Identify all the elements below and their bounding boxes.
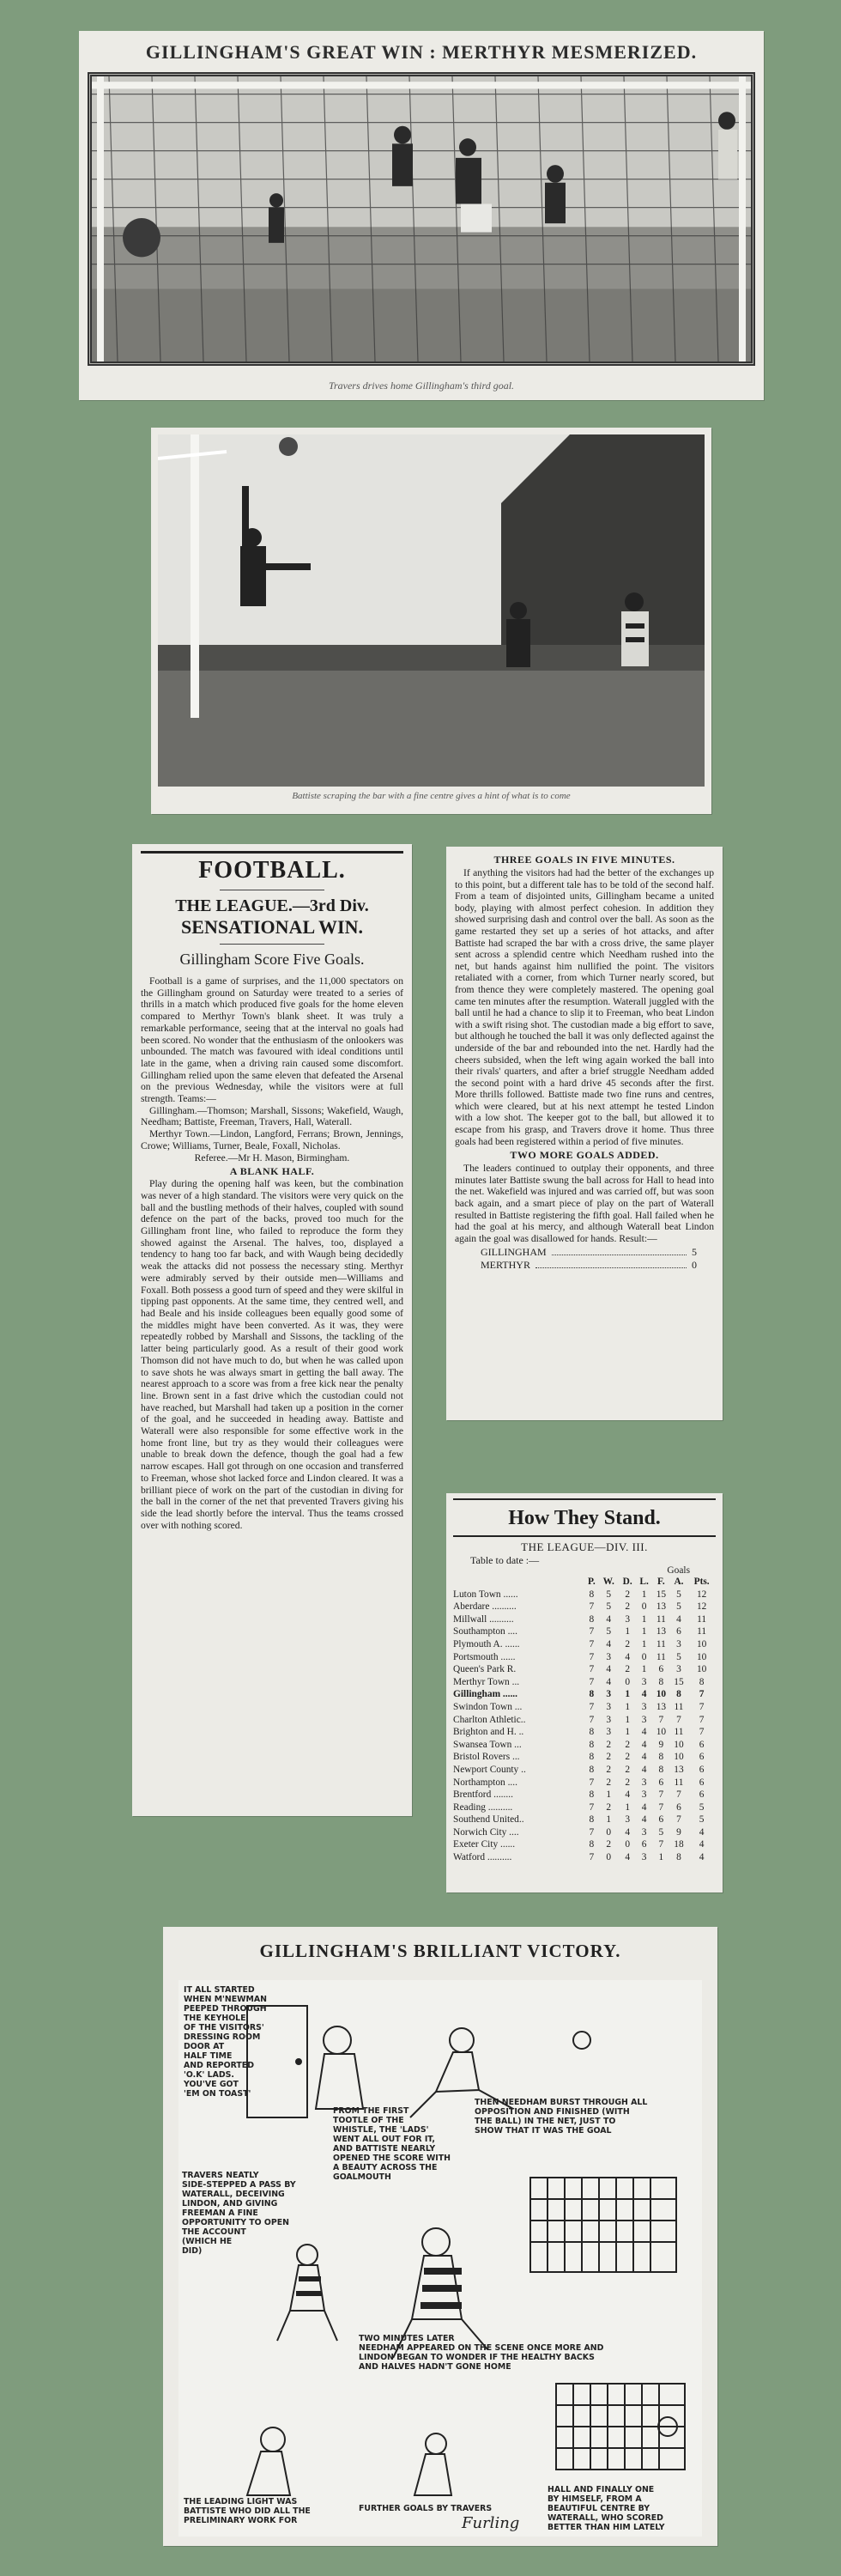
team-name: Bristol Rovers ...: [453, 1752, 520, 1763]
table-cell: 11: [656, 1638, 666, 1649]
table-cell: 5: [699, 1814, 705, 1826]
table-cell: 3: [676, 1664, 681, 1675]
table-cell: 13: [656, 1626, 667, 1637]
table-cell: 3: [641, 1789, 647, 1801]
clipping-cartoon: [163, 1927, 717, 2546]
table-cell: 8: [589, 1789, 595, 1801]
table-cell: 11: [674, 1701, 684, 1712]
table-cell: 11: [656, 1651, 666, 1662]
table-cell: 6: [699, 1777, 705, 1788]
table-cell: 8: [658, 1676, 664, 1687]
clipping-how-they-stand: [446, 1493, 723, 1893]
table-cell: 6: [658, 1664, 664, 1675]
table-cell: 6: [658, 1777, 664, 1788]
table-cell: 8: [589, 1727, 595, 1738]
team-name: Swindon Town ...: [453, 1701, 523, 1712]
table-cell: 7: [658, 1714, 664, 1725]
table-cell: 4: [641, 1801, 647, 1813]
table-cell: 7: [589, 1638, 595, 1649]
table-cell: 6: [699, 1752, 705, 1763]
caption-travers: TRAVERS NEATLY SIDE-STEPPED A PASS BY WATERALL, DECEIVING LINDON, AND GIVING FREEMAN A FINE OPPORTUNITY TO OPEN THE ACCOUNT (WHICH HE DID): [182, 2171, 296, 2256]
clipping-great-win: [79, 31, 764, 400]
table-cell: 1: [625, 1714, 631, 1725]
table-cell: 15: [674, 1676, 684, 1687]
table-cell: 3: [641, 1676, 647, 1687]
table-row: [453, 1714, 716, 1727]
table-cell: 3: [641, 1826, 647, 1838]
caption-hall: HALL AND FINALLY ONE BY HIMSELF, FROM A BEAUTIFUL CENTRE BY WATERALL, WHO SCORED BETTER THAN HIM LATELY: [548, 2485, 665, 2532]
table-cell: 6: [676, 1801, 681, 1813]
table-cell: 3: [625, 1814, 631, 1826]
goals-label: Goals: [667, 1565, 690, 1576]
table-cell: 8: [658, 1752, 664, 1763]
table-cell: 6: [641, 1839, 647, 1850]
photo-goalmouth: [88, 72, 755, 366]
table-cell: 3: [625, 1613, 631, 1625]
table-cell: 7: [589, 1852, 595, 1863]
table-cell: 0: [606, 1826, 612, 1838]
table-row: [453, 1777, 716, 1789]
table-cell: 5: [658, 1826, 664, 1838]
table-cell: 4: [625, 1826, 631, 1838]
table-cell: 11: [674, 1727, 684, 1738]
table-cell: 2: [625, 1664, 631, 1675]
table-cell: 11: [697, 1613, 707, 1625]
table-cell: 10: [696, 1664, 707, 1675]
table-cell: 3: [606, 1689, 612, 1700]
table-cell: 1: [625, 1626, 631, 1637]
team-name: Gillingham ......: [453, 1689, 518, 1700]
table-cell: 1: [641, 1638, 647, 1649]
table-row: [453, 1801, 716, 1814]
table-cell: 4: [606, 1676, 612, 1687]
clipping-article-continued: [446, 847, 723, 1420]
result-row: MERTHYR 0: [481, 1259, 697, 1272]
table-cell: 2: [625, 1752, 631, 1763]
team-gillingham: Gillingham.—Thomson; Marshall, Sissons; Wakefield, Waugh, Needham; Battiste, Freeman, Travers, Hall, Waterall.: [141, 1104, 403, 1128]
article-subtitle: Gillingham Score Five Goals.: [179, 951, 365, 968]
table-cell: 5: [676, 1601, 681, 1613]
table-cell: 2: [625, 1601, 631, 1613]
table-cell: 7: [676, 1814, 681, 1826]
table-body: [453, 1589, 716, 1864]
table-cell: 7: [676, 1714, 681, 1725]
table-cell: 3: [606, 1727, 612, 1738]
table-cell: 4: [606, 1664, 612, 1675]
table-cell: 2: [625, 1739, 631, 1750]
two-more-heading: TWO MORE GOALS ADDED.: [510, 1149, 659, 1162]
table-cell: 8: [589, 1752, 595, 1763]
table-cell: 10: [656, 1689, 667, 1700]
table-cell: 1: [625, 1689, 631, 1700]
table-cell: 6: [676, 1626, 681, 1637]
team-name: Luton Town ......: [453, 1589, 518, 1600]
team-name: Southampton ....: [453, 1626, 517, 1637]
table-cell: 9: [676, 1826, 681, 1838]
caption-needham: THEN NEEDHAM BURST THROUGH ALL OPPOSITION AND FINISHED (WITH THE BALL) IN THE NET, JUST TO SHOW THAT IT WAS THE GOAL: [475, 2098, 648, 2136]
table-cell: 1: [658, 1852, 664, 1863]
table-row: [453, 1613, 716, 1626]
table-cell: 7: [589, 1777, 595, 1788]
table-cell: 2: [606, 1777, 612, 1788]
table-cell: 13: [674, 1764, 684, 1775]
football-image: [123, 218, 160, 257]
table-cell: 4: [625, 1852, 631, 1863]
photo-keeper-leaping: [158, 434, 705, 787]
team-name: Millwall ..........: [453, 1613, 514, 1625]
table-cell: 8: [589, 1613, 595, 1625]
table-cell: 0: [606, 1852, 612, 1863]
team-name: Charlton Athletic..: [453, 1714, 526, 1725]
team-name: Newport County ..: [453, 1764, 526, 1775]
cartoon-drawing: [178, 1980, 702, 2537]
article-title: FOOTBALL.: [198, 857, 346, 884]
table-row: [453, 1814, 716, 1826]
table-cell: 4: [699, 1852, 705, 1863]
caption-further-goals: FURTHER GOALS BY TRAVERS: [359, 2504, 493, 2513]
table-cell: 7: [589, 1714, 595, 1725]
caption-first-whistle: FROM THE FIRST TOOTLE OF THE WHISTLE, THE 'LADS' WENT ALL OUT FOR IT, AND BATTISTE NEARLY OPENED THE SCORE WITH A BEAUTY ACROSS THE GOALMOUTH: [333, 2106, 451, 2182]
table-cell: 4: [641, 1727, 647, 1738]
table-cell: 13: [656, 1601, 667, 1613]
table-cell: 8: [589, 1589, 595, 1600]
article-intro: Football is a game of surprises, and the 11,000 spectators on the Gillingham ground on Saturday were treated to a series of thrills in a match which produced five goals for the home eleven compared to Merthyr Town's blank sheet. It was truly a remarkable performance, seeing that at the interval no goals had been scored. No wonder that the enthusiasm of the onlookers was unbounded. The match was favoured with ideal conditions until late in the game, when a driving rain caused some discomfort. Gillingham relied upon the same eleven that defeated the Arsenal on the previous Wednesday, while the visitors were at full strength. Teams:—: [141, 975, 403, 1105]
table-cell: 10: [674, 1752, 684, 1763]
table-cell: 7: [658, 1839, 664, 1850]
team-merthyr: Merthyr Town.—Lindon, Langford, Ferrans; Brown, Jennings, Crowe; Williams, Turner, Beale, Foxall, Nicholas.: [141, 1128, 403, 1151]
table-row: [453, 1838, 716, 1851]
table-cell: 4: [641, 1689, 647, 1700]
table-cell: 0: [641, 1651, 647, 1662]
table-cell: 5: [676, 1589, 681, 1600]
table-cell: 2: [606, 1839, 612, 1850]
team-name: Portsmouth ......: [453, 1651, 516, 1662]
table-row: [453, 1726, 716, 1739]
table-date: Table to date :—: [470, 1554, 540, 1566]
table-cell: 1: [641, 1613, 647, 1625]
blank-half-heading: A BLANK HALF.: [229, 1165, 315, 1178]
table-cell: 2: [606, 1739, 612, 1750]
table-cell: 9: [658, 1739, 664, 1750]
table-cell: 1: [625, 1727, 631, 1738]
table-cell: 1: [625, 1801, 631, 1813]
result-row: GILLINGHAM 5: [481, 1246, 697, 1259]
table-cell: 1: [606, 1789, 612, 1801]
table-cell: 8: [589, 1739, 595, 1750]
table-cell: 2: [625, 1764, 631, 1775]
table-cell: 0: [641, 1601, 647, 1613]
caption-two-minutes: TWO MINUTES LATER NEEDHAM APPEARED ON THE SCENE ONCE MORE AND LINDON BEGAN TO WONDER IF THE HEALTHY BACKS AND HALVES HADN'T GONE HOME: [359, 2334, 604, 2372]
team-name: Exeter City ......: [453, 1839, 516, 1850]
table-cell: 12: [696, 1589, 707, 1600]
table-row: [453, 1589, 716, 1601]
table-cell: 3: [606, 1701, 612, 1712]
table-row: [453, 1601, 716, 1613]
table-cell: 3: [641, 1777, 647, 1788]
standings-title: How They Stand.: [508, 1507, 661, 1529]
team-name: Reading ..........: [453, 1801, 513, 1813]
table-cell: 8: [589, 1689, 595, 1700]
table-cell: 10: [656, 1727, 667, 1738]
team-name: Southend United..: [453, 1814, 524, 1826]
table-cell: 12: [696, 1601, 707, 1613]
table-cell: 11: [697, 1626, 707, 1637]
table-cell: 4: [625, 1789, 631, 1801]
table-cell: 7: [589, 1626, 595, 1637]
table-cell: 3: [641, 1852, 647, 1863]
blank-half-body: Play during the opening half was keen, but the combination was never of a high standard. The visitors were very quick on the ball and the bustling methods of their halves, coupled with sound defence on the part of the backs, proved too much for the Gillingham front line, who failed to reproduce the form they showed against the Arsenal. The halves, too, displayed a tendency to hang too far back, and with Waugh being decidedly weak the attacks did not possess the necessary sting. Merthyr were admirably served by their outside men—Williams and Foxall. Both possess a good turn of speed and they were skilful in tipping past opponents. At the same time, they centred well, and had Beale and his inside colleagues been equally good some of the middles might have been converted. As it was, they were repeatedly robbed by Marshall and Sissons, the tackling of the latter being particularly good. As a result of their good work Thomson did not have much to do, but when he was called upon to save shots he was always smart in getting the ball away. The nearest approach to a score was from a free kick near the penalty line. Brown sent in a fast drive which the custodian could not have reached, but Marshall had taken up a position in the corner of the goal, and he succeeded in heading away. Battiste and Waterall were also responsible for some effective work in the home front line, but try as they would their colleagues were unable to break down the defence, though the goal had a few narrow escapes. Hall got through on one occasion and transferred to Freeman, whose shot lacked force and Lindon cleared. It was a brilliant piece of work on the part of the custodian in diving for the ball in the corner of the net that prevented Travers giving his side the lead shortly before the interval. Thus the teams crossed over with nothing scored.: [141, 1178, 403, 1531]
table-cell: 7: [589, 1701, 595, 1712]
table-cell: 2: [606, 1752, 612, 1763]
result-block: [455, 1246, 714, 1272]
table-cell: 6: [699, 1789, 705, 1801]
referee-line: Referee.—Mr H. Mason, Birmingham.: [194, 1151, 350, 1163]
table-cell: 2: [625, 1589, 631, 1600]
table-cell: 0: [625, 1676, 631, 1687]
caption-keyhole: IT ALL STARTED WHEN M'NEWMAN PEEPED THROUGH THE KEYHOLE OF THE VISITORS' DRESSING ROOM DOOR AT HALF TIME AND REPORTED 'O.K' LADS. YOU'VE GOT 'EM ON TOAST': [184, 1985, 267, 2099]
table-cell: 18: [674, 1839, 684, 1850]
team-name: Brighton and H. ..: [453, 1727, 524, 1738]
team-name: Swansea Town ...: [453, 1739, 522, 1750]
table-cell: 7: [589, 1801, 595, 1813]
table-cell: 0: [625, 1839, 631, 1850]
table-cell: 3: [676, 1638, 681, 1649]
table-cell: 15: [656, 1589, 667, 1600]
table-cell: 4: [699, 1826, 705, 1838]
table-cell: 5: [676, 1651, 681, 1662]
table-cell: 7: [589, 1651, 595, 1662]
table-cell: 10: [674, 1739, 684, 1750]
table-cell: 13: [656, 1701, 667, 1712]
team-name: Watford ..........: [453, 1852, 512, 1863]
cartoon-title: GILLINGHAM'S BRILLIANT VICTORY.: [259, 1941, 621, 1961]
standings-league: THE LEAGUE—DIV. III.: [521, 1540, 648, 1553]
table-cell: 4: [641, 1739, 647, 1750]
table-cell: 6: [699, 1739, 705, 1750]
caption-leading-light: THE LEADING LIGHT WAS BATTISTE WHO DID ALL THE PRELIMINARY WORK FOR: [184, 2497, 311, 2525]
table-cell: 4: [676, 1613, 681, 1625]
table-cell: 1: [641, 1664, 647, 1675]
table-cell: 2: [606, 1801, 612, 1813]
table-cell: 1: [625, 1701, 631, 1712]
table-cell: 7: [676, 1789, 681, 1801]
table-row: [453, 1826, 716, 1839]
ball-in-air: [279, 437, 298, 456]
table-cell: 1: [606, 1814, 612, 1826]
table-cell: 8: [658, 1764, 664, 1775]
table-cell: 8: [699, 1676, 705, 1687]
table-cell: 8: [676, 1689, 681, 1700]
table-row: [453, 1851, 716, 1864]
caption-battiste: Battiste scraping the bar with a fine centre gives a hint of what is to come: [292, 791, 571, 801]
table-cell: 7: [589, 1664, 595, 1675]
table-cell: 7: [589, 1826, 595, 1838]
headline-great-win: GILLINGHAM'S GREAT WIN : MERTHYR MESMERIZED.: [145, 41, 698, 63]
three-goals-body: If anything the visitors had had the better of the exchanges up to this point, but a different tale has to be told of the second half. From a team of disjointed units, Gillingham became a united body, playing with almost perfect cohesion. In addition they showed surprising dash and control over the ball. As soon as the game restarted they set up a series of hot attacks, and after Battiste had scraped the bar with a cross drive, the same player sent across a splendid centre which Needham rushed into the net, but hands against him nullified the point. The visitors retaliated with a corner, from which Turner nearly scored, but from thence they were completely mastered. The opening goal came ten minutes after the resumption. Waterall juggled with the ball until he had a chance to slip it to Freeman, who beat Lindon with a swift rising shot. The custodian made a big effort to save, but although he touched the ball it was only deflected against the underside of the bar and rebounded into the net. Hardly had the cheers subsided, when the left wing again worked the ball into their rivals' quarters, and after a brief struggle Needham added the second point with a hard drive 45 seconds after the first. More thrills followed. Battiste made two fine runs and centres, which were cleared, but at his next attempt he tested Lindon with a low shot. The keeper got to the ball, but allowed it to escape from his grasp, and Travers drove it home. Thus three goals had been registered within a period of five minutes.: [455, 867, 714, 1147]
table-row: [453, 1764, 716, 1777]
table-cell: 2: [625, 1777, 631, 1788]
team-name: Norwich City ....: [453, 1826, 519, 1838]
table-cell: 4: [641, 1752, 647, 1763]
team-name: Plymouth A. ......: [453, 1638, 520, 1649]
table-cell: 8: [589, 1814, 595, 1826]
table-cell: 7: [699, 1701, 705, 1712]
table-cell: 7: [699, 1714, 705, 1725]
table-cell: 4: [641, 1814, 647, 1826]
team-name: Aberdare ..........: [453, 1601, 517, 1613]
clipping-battiste: [151, 428, 711, 814]
table-row: [453, 1688, 716, 1701]
cartoonist-signature: Furling: [462, 2514, 520, 2532]
table-cell: 7: [658, 1789, 664, 1801]
table-cell: 5: [606, 1589, 612, 1600]
table-row: [453, 1701, 716, 1714]
table-row: [453, 1676, 716, 1689]
table-row: [453, 1663, 716, 1676]
league-line: THE LEAGUE.—3rd Div.: [175, 896, 369, 915]
two-more-body: The leaders continued to outplay their opponents, and three minutes later Battiste swung the ball across for Hall to head into the net. Wakefield was injured and was carried off, but was soon back again, and a smart piece of play on the part of Waterall resulted in Battiste registering the fifth goal. Hall failed when he had the goal at his mercy, and although Waterall beat Lindon again the goal was disallowed for hands. Result:—: [455, 1163, 714, 1244]
table-cell: 7: [589, 1676, 595, 1687]
table-cell: 4: [641, 1764, 647, 1775]
team-name: Queen's Park R.: [453, 1664, 517, 1675]
team-name: Brentford ........: [453, 1789, 513, 1801]
table-cell: 6: [658, 1814, 664, 1826]
table-cell: 4: [606, 1613, 612, 1625]
table-cell: 6: [699, 1764, 705, 1775]
table-cell: 5: [606, 1601, 612, 1613]
table-cell: 7: [699, 1689, 705, 1700]
caption-third-goal: Travers drives home Gillingham's third goal.: [328, 380, 515, 392]
team-name: Northampton ....: [453, 1777, 517, 1788]
table-cell: 8: [676, 1852, 681, 1863]
table-cell: 10: [696, 1651, 707, 1662]
table-row: [453, 1739, 716, 1752]
league-table: [453, 1576, 716, 1864]
table-cell: 11: [674, 1777, 684, 1788]
table-cell: 11: [656, 1613, 666, 1625]
table-row: [453, 1625, 716, 1638]
table-cell: 3: [606, 1714, 612, 1725]
table-cell: 2: [606, 1764, 612, 1775]
table-row: [453, 1638, 716, 1651]
table-cell: 3: [641, 1701, 647, 1712]
clipping-football-article: [132, 844, 412, 1816]
table-cell: 4: [606, 1638, 612, 1649]
table-row: [453, 1789, 716, 1801]
table-cell: 10: [696, 1638, 707, 1649]
table-cell: 5: [699, 1801, 705, 1813]
table-cell: 4: [625, 1651, 631, 1662]
table-cell: 1: [641, 1589, 647, 1600]
table-cell: 2: [625, 1638, 631, 1649]
table-cell: 4: [699, 1839, 705, 1850]
table-cell: 7: [658, 1801, 664, 1813]
table-cell: 7: [589, 1601, 595, 1613]
table-cell: 7: [699, 1727, 705, 1738]
team-name: Merthyr Town ...: [453, 1676, 520, 1687]
table-row: [453, 1651, 716, 1664]
table-header: P. W. D. L. F. A. Pts.: [587, 1577, 710, 1587]
three-goals-heading: THREE GOALS IN FIVE MINUTES.: [493, 854, 675, 866]
sensational-win: SENSATIONAL WIN.: [181, 916, 363, 938]
table-cell: 8: [589, 1839, 595, 1850]
table-cell: 1: [641, 1626, 647, 1637]
table-cell: 5: [606, 1626, 612, 1637]
table-cell: 8: [589, 1764, 595, 1775]
table-row: [453, 1751, 716, 1764]
table-cell: 3: [606, 1651, 612, 1662]
table-cell: 3: [641, 1714, 647, 1725]
